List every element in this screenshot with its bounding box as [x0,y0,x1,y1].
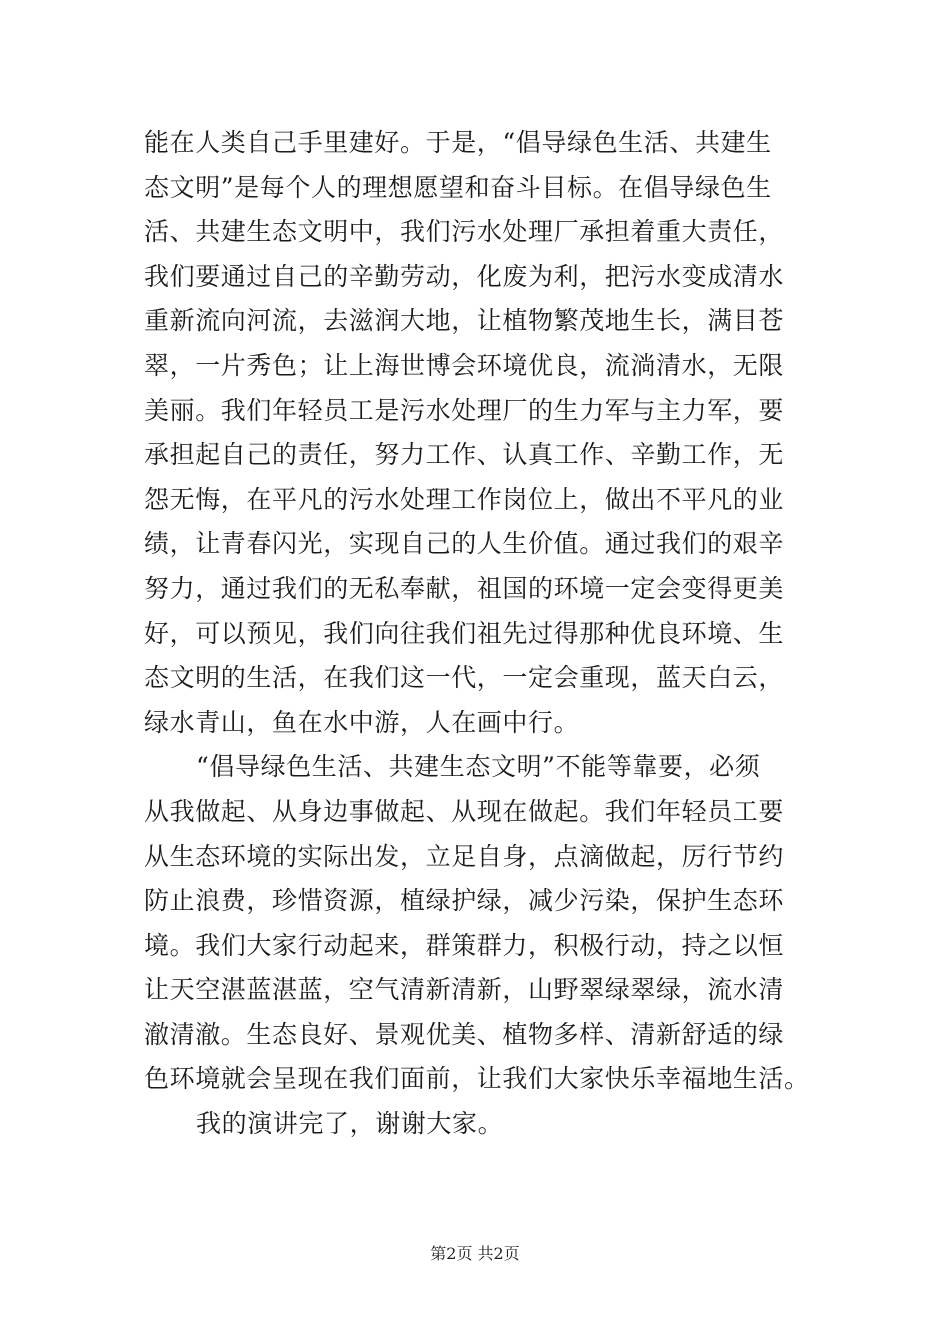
text-line: 能在人类自己手里建好。于是，“倡导绿色生活、共建生 [144,128,772,157]
page-footer: 第2页 共2页 [430,1244,520,1263]
text-line: 翠，一片秀色；让上海世博会环境优良，流淌清水，无限 [144,350,785,380]
text-line: 好，可以预见，我们向往我们祖先过得那种优良环境、生 [144,618,785,648]
text-line: 承担起自己的责任，努力工作、认真工作、辛勤工作，无 [144,440,785,470]
document-body [144,121,816,1147]
text-line: 我们要通过自己的辛勤劳动，化废为利，把污水变成清水 [144,261,785,291]
text-line: 活、共建生态文明中，我们污水处理厂承担着重大责任， [144,217,785,247]
text-line: 从我做起、从身边事做起、从现在做起。我们年轻员工要 [144,796,785,826]
text-line: 态文明”是每个人的理想愿望和奋斗目标。在倡导绿色生 [144,172,772,202]
text-line: 境。我们大家行动起来，群策群力，积极行动，持之以恒 [144,930,785,960]
paragraph-first-line: “倡导绿色生活、共建生态文明”不能等靠要，必须 [196,752,761,782]
text-line: 色环境就会呈现在我们面前，让我们大家快乐幸福地生活。 [144,1064,810,1094]
text-line: 防止浪费，珍惜资源，植绿护绿，减少污染，保护生态环 [144,886,785,916]
text-line: 让天空湛蓝湛蓝，空气清新清新，山野翠绿翠绿，流水清 [144,975,785,1005]
text-line: 态文明的生活，在我们这一代，一定会重现，蓝天白云， [144,663,785,693]
text-line: 绿水青山，鱼在水中游，人在画中行。 [144,707,580,737]
text-line: 绩，让青春闪光，实现自己的人生价值。通过我们的艰辛 [144,529,785,559]
paragraph-first-line: 我的演讲完了，谢谢大家。 [196,1109,504,1139]
text-line: 从生态环境的实际出发，立足自身，点滴做起，厉行节约 [144,841,785,871]
text-line: 重新流向河流，去滋润大地，让植物繁茂地生长，满目苍 [144,306,785,336]
text-line: 努力，通过我们的无私奉献，祖国的环境一定会变得更美 [144,573,785,603]
text-line: 澈清澈。生态良好、景观优美、植物多样、清新舒适的绿 [144,1019,785,1049]
text-line: 怨无悔，在平凡的污水处理工作岗位上，做出不平凡的业 [144,484,785,514]
text-line: 美丽。我们年轻员工是污水处理厂的生力军与主力军，要 [144,395,785,425]
